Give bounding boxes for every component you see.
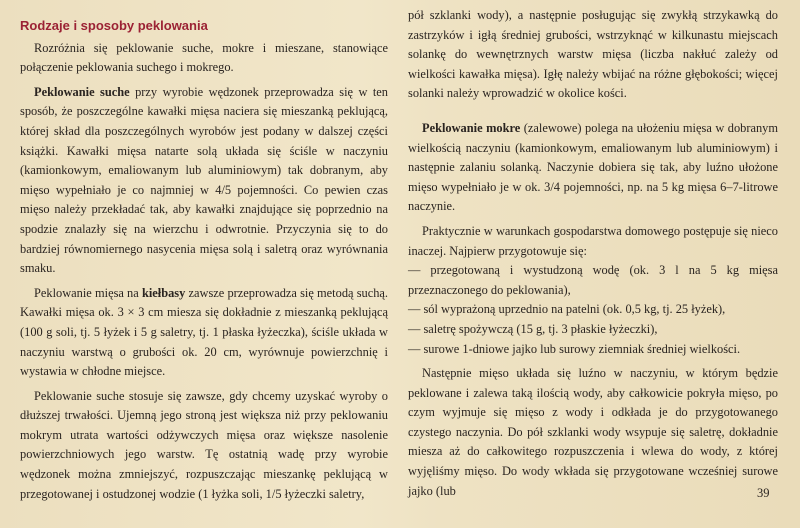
list-item-water: — przegotowaną i wystudzoną wodę (ok. 3 l na 5 kg mięsa przeznaczonego do peklowania), [408, 263, 778, 297]
wet-curing-text: (zalewowe) polega na ułożeniu mięsa w dobranym wielkością naczyniu (kamionkowym, emaliowanym lub aluminiowym) i następnie zalaniu solanką. Naczynie dobiera się tak, aby luźno ułożone mięso wypełniało je w ok. 3/4 pojemności, np. na 5 kg mięsa 6–7-litrowe naczynie. [408, 120, 779, 214]
list-item-egg: — surowe 1-dniowe jajko lub surowy ziemniak średniej wielkości. [408, 341, 741, 356]
intro-text: Rozróżnia się peklowanie suche, mokre i mieszane, stanowiące połączenie peklowania suchego i mokrego. [20, 40, 388, 75]
list-item-saltpeter: — saletrę spożywczą (15 g, tj. 3 płaskie łyżeczki), [408, 321, 658, 336]
list-item-salt: — sól wyprażoną uprzednio na patelni (ok. 0,5 kg, tj. 25 łyżek), [408, 302, 726, 317]
right-column [408, 6, 778, 501]
paragraph-wet-curing [408, 119, 778, 217]
dry-curing-text: przy wyrobie wędzonek przeprowadza się w ten sposób, że poszczególne kawałki mięsa naciera się mieszanką peklującą, której skład dla poszczególnych wyrobów jest podany w dalszej części książki. Kawałki mięsa natarte solą układa się ściśle w naczyniu (kamionkowym, emaliowanym lub aluminiowym) tak dobranym, aby mięso wypełniało je co najmniej w 4/5 pojemności. Co pewien czas mięso należy przekładać tak, aby kawałki znajdujące się poprzednio na spodzie znalazły się na wierzchu i odwrotnie. Przyczynia się to do bardziej równomiernego nasycenia mięsa solą i saletrą oraz wyrównania smaku. [20, 84, 389, 276]
practical-text: Praktycznie w warunkach gospodarstwa domowego postępuje się nieco inaczej. Najpierw przygotowuje się: [408, 223, 778, 258]
procedure-text: Następnie mięso układa się luźno w naczyniu, w którym będzie peklowane i zalewa taką ilością wody, aby całkowicie pokryła mięso, po czym wyjmuje się mięso z wody i odkłada je do przygotowanego czystego naczynia. Do pół szklanki wody wsypuje się saletrę, dokładnie miesza aż do całkowitego rozpuszczenia i wlewa do wody, z której wyjęliśmy mięso. Do wody wkłada się przygotowane wcześniej surowe jajko (lub [408, 366, 778, 498]
paragraph-dry-curing [20, 83, 388, 279]
term-sausage: kiełbasy [141, 285, 186, 300]
injection-text: pół szklanki wody), a następnie posługując się zwykłą strzykawką do zastrzyków i igłą średniej grubości, wstrzyknąć w kilkunastu miejscach solankę do wewnętrznych warstw mięsa (liczba nakłuć zależy od wielkości kawałka mięsa). Igłę należy wbijać na różne głębokości; więcej solanki należy wprowadzić w okolice kości. [408, 8, 778, 101]
paragraph-procedure [408, 364, 778, 501]
paragraph-intro [20, 39, 388, 78]
left-column [20, 8, 388, 504]
sausage-text-a: Peklowanie mięsa na [34, 285, 142, 300]
paragraph-practical [408, 222, 778, 261]
page-number: 39 [757, 486, 770, 500]
term-dry-curing: Peklowanie suche [34, 84, 130, 99]
paragraph-sausage-curing [20, 284, 388, 382]
sausage-text-b: zawsze przeprowadza się metodą suchą. Kawałki mięsa ok. 3 × 3 cm miesza się dokładnie z mieszanką peklującą (100 g soli, tj. 5 łyżek i 5 g saletry, tj. 1 płaska łyżeczka), ściśle układa w naczyniu warstwą o grubości ok. 20 cm, wyrównuje powierzchnię i wystawia w chłodne miejsce. [20, 285, 388, 379]
paragraph-dry-curing-use [20, 387, 388, 505]
paragraph-injection [408, 6, 778, 104]
section-heading: Rodzaje i sposoby peklowania [20, 18, 208, 33]
term-wet-curing: Peklowanie mokre [422, 120, 521, 135]
dry-curing-use-text: Peklowanie suche stosuje się zawsze, gdy chcemy uzyskać wyroby o dłuższej trwałości. Ujemną jego stroną jest większa niż przy peklowaniu mokrym utrata wartości odżywczych mięsa oraz większe nasolenie powierzchniowych jego warstw. Tę ostatnią wadę przy wyrobie wędzonek można zmniejszyć, rozpuszczając mieszankę peklującą w przegotowanej i ostudzonej wodzie (1 łyżka soli, 1/5 łyżeczki saletry, [20, 388, 388, 501]
